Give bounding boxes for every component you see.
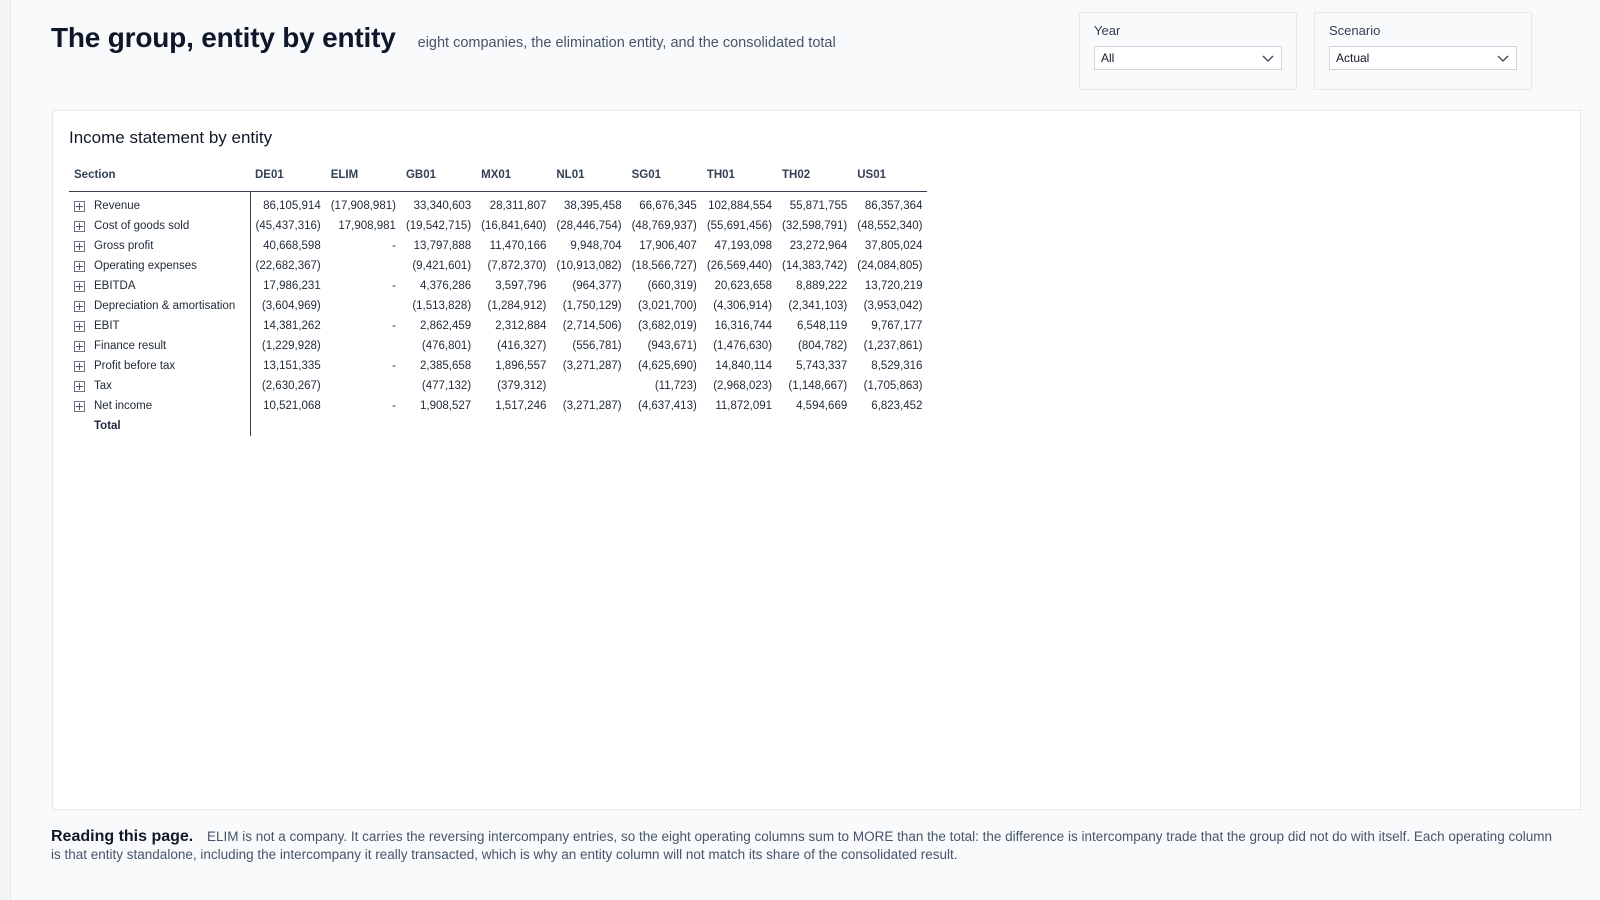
table-cell: 33,340,603 (413, 200, 472, 212)
total-cell (401, 416, 476, 436)
expand-plus-icon[interactable] (74, 341, 85, 352)
scenario-slicer (1314, 12, 1532, 90)
table-cell: 8,529,316 (871, 360, 923, 372)
table-cell: (4,306,914) (713, 300, 773, 312)
row-label: Tax (94, 380, 112, 392)
table-cell: (964,377) (572, 280, 622, 292)
page-title: The group, entity by entity (51, 22, 396, 53)
scenario-dropdown-value: Actual (1336, 51, 1370, 65)
row-label: Revenue (94, 200, 141, 212)
table-cell: 2,385,658 (419, 360, 472, 372)
table-row (69, 236, 927, 256)
table-cell: (2,968,023) (713, 380, 773, 392)
table-cell: 102,884,554 (708, 200, 773, 212)
table-cell: (3,604,969) (261, 300, 321, 312)
table-cell (326, 296, 401, 316)
matrix-body (69, 192, 927, 437)
table-cell: 28,311,807 (489, 200, 547, 212)
table-cell: 47,193,098 (714, 240, 773, 252)
table-cell: (18,566,727) (631, 260, 697, 272)
row-header (69, 316, 250, 336)
table-row (69, 192, 927, 217)
row-label: Net income (94, 400, 153, 412)
expand-plus-icon[interactable] (74, 321, 85, 332)
column-header-gb01[interactable]: GB01 (401, 163, 476, 192)
column-header-elim[interactable]: ELIM (326, 163, 401, 192)
table-cell: 55,871,755 (789, 200, 848, 212)
table-cell: (26,569,440) (706, 260, 773, 272)
table-cell: 2,312,884 (495, 320, 547, 332)
expand-plus-icon[interactable] (74, 221, 85, 232)
table-row (69, 216, 927, 236)
table-cell: (3,021,700) (637, 300, 697, 312)
matrix-header-row (69, 163, 927, 192)
column-header-th01[interactable]: TH01 (702, 163, 777, 192)
expand-plus-icon[interactable] (74, 361, 85, 372)
column-header-section[interactable]: Section (69, 163, 250, 192)
table-cell: (556,781) (572, 340, 622, 352)
total-cell (627, 416, 702, 436)
table-cell: 14,381,262 (263, 320, 321, 332)
table-cell: 13,151,335 (263, 360, 321, 372)
expand-plus-icon[interactable] (74, 281, 85, 292)
table-cell (326, 256, 401, 276)
table-cell: (11,723) (654, 380, 697, 392)
visual-title: Income statement by entity (69, 128, 273, 147)
table-row (69, 316, 927, 336)
table-cell: (48,769,937) (631, 220, 697, 232)
total-cell (551, 416, 626, 436)
row-header (69, 296, 250, 316)
table-cell: (1,705,863) (863, 380, 923, 392)
total-row-header (69, 416, 250, 436)
table-cell: 17,908,981 (338, 220, 396, 232)
table-cell: (3,953,042) (863, 300, 923, 312)
table-cell: 23,272,964 (789, 240, 848, 252)
table-cell: (45,437,316) (255, 220, 321, 232)
table-cell: (17,908,981) (330, 200, 396, 212)
row-header (69, 192, 250, 217)
table-cell: (4,637,413) (637, 400, 697, 412)
row-label: EBITDA (94, 280, 136, 292)
table-cell: (28,446,754) (556, 220, 622, 232)
table-cell: (7,872,370) (487, 260, 547, 272)
table-cell: 1,517,246 (495, 400, 547, 412)
row-label: Gross profit (94, 240, 154, 252)
table-cell: (9,421,601) (412, 260, 472, 272)
row-header (69, 236, 250, 256)
table-cell: 9,767,177 (871, 320, 923, 332)
chevron-down-icon (1496, 51, 1510, 65)
table-cell: - (392, 240, 396, 252)
table-cell: (477,132) (421, 380, 472, 392)
table-cell: (2,341,103) (788, 300, 848, 312)
column-header-nl01[interactable]: NL01 (551, 163, 626, 192)
table-cell: 2,862,459 (419, 320, 472, 332)
expand-plus-icon[interactable] (74, 381, 85, 392)
year-slicer (1079, 12, 1297, 90)
table-cell: 14,840,114 (715, 360, 773, 372)
expand-plus-icon[interactable] (74, 201, 85, 212)
table-cell: 37,805,024 (864, 240, 923, 252)
table-cell: (1,476,630) (713, 340, 773, 352)
table-cell: 17,906,407 (639, 240, 697, 252)
table-cell: 6,823,452 (871, 400, 923, 412)
table-cell: - (392, 360, 396, 372)
spacer (74, 421, 85, 432)
table-cell: (1,148,667) (788, 380, 848, 392)
table-cell: (1,750,129) (562, 300, 622, 312)
table-cell: - (392, 400, 396, 412)
table-cell: (16,841,640) (481, 220, 547, 232)
table-row (69, 396, 927, 416)
table-cell: (1,513,828) (412, 300, 472, 312)
table-row (69, 296, 927, 316)
total-cell (326, 416, 401, 436)
row-label: Depreciation & amortisation (94, 300, 236, 312)
table-cell: 4,594,669 (796, 400, 848, 412)
table-cell: 8,889,222 (796, 280, 848, 292)
scenario-slicer-label: Scenario (1329, 23, 1381, 38)
table-cell: (1,229,928) (261, 340, 321, 352)
total-cell (702, 416, 777, 436)
table-cell: 20,623,658 (714, 280, 773, 292)
table-row (69, 256, 927, 276)
year-slicer-label: Year (1094, 23, 1121, 38)
table-cell: (3,271,287) (562, 400, 622, 412)
column-header-sg01[interactable]: SG01 (627, 163, 702, 192)
table-cell: (10,913,082) (556, 260, 622, 272)
table-row (69, 376, 927, 396)
table-cell: 1,896,557 (495, 360, 547, 372)
income-statement-visual (52, 110, 1581, 810)
row-header (69, 336, 250, 356)
table-cell: (3,271,287) (562, 360, 622, 372)
table-cell: (379,312) (497, 380, 547, 392)
table-cell: (804,782) (798, 340, 848, 352)
row-label: Cost of goods sold (94, 220, 190, 232)
table-cell: (19,542,715) (405, 220, 472, 232)
row-header (69, 376, 250, 396)
row-label: EBIT (94, 320, 120, 332)
table-cell: 13,720,219 (864, 280, 923, 292)
row-label: Profit before tax (94, 360, 176, 372)
total-label: Total (94, 420, 121, 432)
expand-plus-icon[interactable] (74, 241, 85, 252)
table-cell: (24,084,805) (857, 260, 923, 272)
table-cell: 86,105,914 (263, 200, 321, 212)
table-cell: (3,682,019) (637, 320, 697, 332)
table-cell: 6,548,119 (796, 320, 848, 332)
table-cell: (2,714,506) (562, 320, 622, 332)
table-row (69, 356, 927, 376)
chevron-down-icon (1261, 51, 1275, 65)
table-cell: (2,630,267) (261, 380, 321, 392)
table-cell: 11,872,091 (715, 400, 773, 412)
table-cell: 11,470,166 (489, 240, 547, 252)
table-cell: 40,668,598 (263, 240, 321, 252)
page-header (51, 22, 836, 54)
table-cell: 1,908,527 (419, 400, 472, 412)
expand-plus-icon[interactable] (74, 401, 85, 412)
table-cell: 4,376,286 (419, 280, 472, 292)
table-row (69, 336, 927, 356)
total-cell (852, 416, 927, 436)
column-header-us01[interactable]: US01 (852, 163, 927, 192)
scenario-dropdown[interactable] (1329, 46, 1517, 70)
total-row (69, 416, 927, 436)
row-header (69, 356, 250, 376)
table-cell: (943,671) (647, 340, 697, 352)
year-dropdown-value: All (1101, 51, 1115, 65)
table-cell: (416,327) (497, 340, 547, 352)
table-cell: (4,625,690) (637, 360, 697, 372)
table-cell: (55,691,456) (706, 220, 773, 232)
table-cell: 66,676,345 (639, 200, 697, 212)
income-statement-matrix (69, 163, 927, 436)
table-cell: (1,237,861) (863, 340, 923, 352)
reading-note-text: ELIM is not a company. It carries the reversing intercompany entries, so the eight operating columns sum to MORE than the total: the difference is intercompany trade that the group did not do with itself. Each operating column is that entity standalone, including the intercompany it really transacted, which is why an entity column will not match its share of the consolidated result. (51, 829, 1552, 862)
table-cell: (660,319) (647, 280, 697, 292)
table-cell: (14,383,742) (782, 260, 848, 272)
table-row (69, 276, 927, 296)
row-header (69, 216, 250, 236)
column-header-mx01[interactable]: MX01 (476, 163, 551, 192)
row-header (69, 396, 250, 416)
table-cell (551, 376, 626, 396)
row-header (69, 276, 250, 296)
column-header-th02[interactable]: TH02 (777, 163, 852, 192)
table-cell: 86,357,364 (864, 200, 923, 212)
expand-plus-icon[interactable] (74, 301, 85, 312)
table-cell (326, 336, 401, 356)
table-cell: (476,801) (421, 340, 472, 352)
table-cell: (32,598,791) (782, 220, 848, 232)
table-cell: - (392, 320, 396, 332)
year-dropdown[interactable] (1094, 46, 1282, 70)
table-cell: 5,743,337 (796, 360, 848, 372)
table-cell: 3,597,796 (495, 280, 547, 292)
expand-plus-icon[interactable] (74, 261, 85, 272)
table-cell: - (392, 280, 396, 292)
total-cell (250, 416, 326, 436)
table-cell: 13,797,888 (413, 240, 472, 252)
row-label: Finance result (94, 340, 167, 352)
table-cell: (1,284,912) (487, 300, 547, 312)
row-label: Operating expenses (94, 260, 197, 272)
table-cell: 17,986,231 (263, 280, 321, 292)
table-cell: 10,521,068 (263, 400, 321, 412)
table-cell: (22,682,367) (255, 260, 321, 272)
column-header-de01[interactable]: DE01 (250, 163, 326, 192)
reading-note (51, 828, 1561, 864)
row-header (69, 256, 250, 276)
page-subtitle: eight companies, the elimination entity, and the consolidated total (417, 35, 836, 51)
table-cell (326, 376, 401, 396)
total-cell (777, 416, 852, 436)
table-cell: 16,316,744 (714, 320, 773, 332)
table-cell: 9,948,704 (570, 240, 622, 252)
report-canvas (10, 0, 1600, 900)
reading-note-title: Reading this page. (51, 828, 194, 845)
table-cell: (48,552,340) (857, 220, 923, 232)
total-cell (476, 416, 551, 436)
table-cell: 38,395,458 (564, 200, 622, 212)
